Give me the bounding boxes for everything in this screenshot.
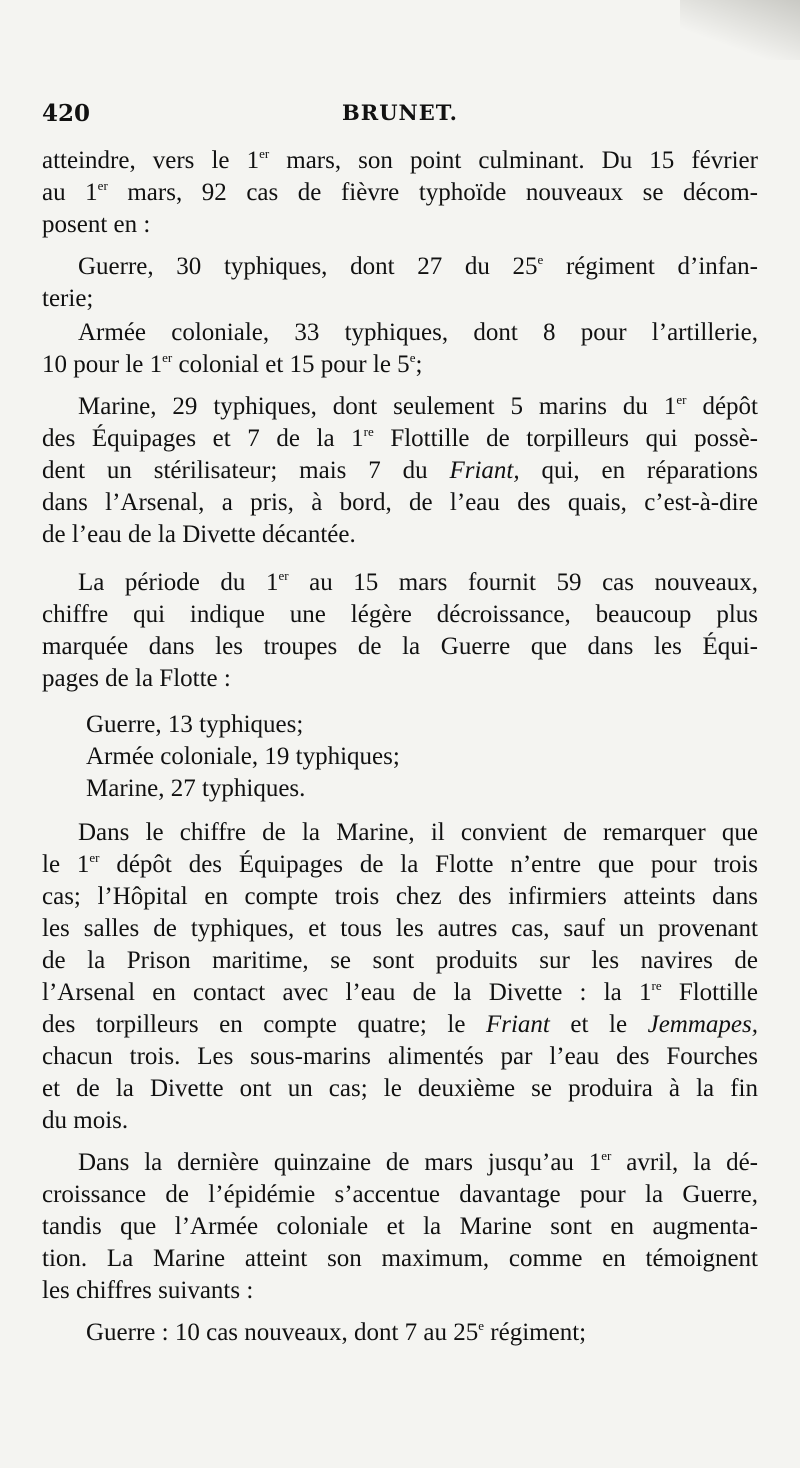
text-line bbox=[42, 1042, 758, 1072]
text-segment: 10 pour le 1 bbox=[42, 351, 163, 378]
text-line bbox=[42, 978, 758, 1008]
text-line bbox=[42, 146, 758, 176]
text-segment: au 1 bbox=[42, 179, 98, 206]
text-segment: chiffre qui indique une légère décroissance, beaucoup plus bbox=[42, 601, 758, 628]
text-segment: terie; bbox=[42, 285, 94, 312]
text-segment: Marine, 29 typhiques, dont seulement 5 marins du 1 bbox=[78, 393, 677, 420]
text-segment: posent en : bbox=[42, 211, 151, 238]
text-line bbox=[42, 882, 758, 912]
text-line bbox=[42, 1244, 758, 1274]
italic-text: Friant, bbox=[449, 457, 520, 484]
text-segment: Dans le chiffre de la Marine, il convient de remarquer que bbox=[78, 819, 758, 846]
text-line bbox=[42, 1106, 758, 1136]
superscript: er bbox=[259, 146, 270, 161]
text-segment: pages de la Flotte : bbox=[42, 665, 231, 692]
text-line bbox=[42, 850, 758, 880]
superscript: re bbox=[363, 424, 374, 439]
text-segment: le 1 bbox=[42, 851, 90, 878]
running-title: BRUNET. bbox=[342, 100, 458, 125]
text-segment: dent un stérilisateur; mais 7 du bbox=[42, 457, 450, 484]
text-segment: La période du 1 bbox=[78, 569, 279, 596]
text-line bbox=[42, 520, 758, 550]
superscript: e bbox=[537, 252, 544, 267]
text-segment: régiment d’infan- bbox=[543, 253, 759, 280]
text-line bbox=[42, 350, 758, 380]
superscript: er bbox=[278, 568, 289, 583]
text-line bbox=[42, 488, 758, 518]
text-segment: de l’eau de la Divette décantée. bbox=[42, 521, 356, 548]
text-line bbox=[42, 946, 758, 976]
text-line bbox=[42, 178, 758, 208]
text-segment: du mois. bbox=[42, 1107, 129, 1134]
superscript: er bbox=[89, 850, 100, 865]
text-segment: avril, la dé- bbox=[611, 1149, 758, 1176]
text-line bbox=[42, 1212, 758, 1242]
page-edge-shading bbox=[680, 0, 800, 60]
text-line bbox=[42, 1010, 758, 1040]
text-segment: chacun trois. Les sous-marins alimentés par l’eau des Fourches bbox=[42, 1043, 758, 1070]
text-segment: colonial et 15 pour le 5 bbox=[172, 351, 410, 378]
text-line bbox=[78, 318, 758, 348]
superscript: er bbox=[601, 1148, 612, 1163]
text-line bbox=[86, 742, 758, 772]
text-segment: les salles de typhiques, et tous les autres cas, sauf un provenant bbox=[42, 915, 758, 942]
text-segment: mars, son point culminant. Du 15 février bbox=[269, 147, 758, 174]
text-line bbox=[42, 1074, 758, 1104]
text-segment: Armée coloniale, 33 typhiques, dont 8 pour l’artillerie, bbox=[78, 319, 758, 346]
text-line bbox=[42, 600, 758, 630]
text-line bbox=[42, 424, 758, 454]
text-segment: Guerre, 30 typhiques, dont 27 du 25 bbox=[78, 253, 538, 280]
text-line bbox=[42, 284, 758, 314]
text-line bbox=[42, 1180, 758, 1210]
text-line bbox=[86, 774, 758, 804]
text-line bbox=[78, 568, 758, 598]
superscript: e bbox=[478, 1318, 485, 1333]
text-segment: Guerre : 10 cas nouveaux, dont 7 au 25 bbox=[86, 1319, 479, 1346]
superscript: er bbox=[676, 392, 687, 407]
text-line bbox=[42, 456, 758, 486]
text-line bbox=[86, 1318, 758, 1348]
text-line bbox=[86, 710, 758, 740]
text-segment: tandis que l’Armée coloniale et la Marine sont en augmenta- bbox=[42, 1213, 758, 1240]
text-line bbox=[78, 1148, 758, 1178]
text-segment: dans l’Arsenal, a pris, à bord, de l’eau des quais, c’est-à-dire bbox=[42, 489, 758, 516]
text-segment: des torpilleurs en compte quatre; le bbox=[42, 1011, 486, 1038]
text-segment: de la Prison maritime, se sont produits sur les navires de bbox=[42, 947, 758, 974]
text-segment: Flottille bbox=[661, 979, 758, 1006]
text-segment: dépôt des Équipages de la Flotte n’entre que pour trois bbox=[99, 851, 759, 878]
text-segment: dépôt bbox=[686, 393, 758, 420]
text-segment: tion. La Marine atteint son maximum, comme en témoignent bbox=[42, 1245, 758, 1272]
text-segment: l’Arsenal en contact avec l’eau de la Divette : la 1 bbox=[42, 979, 652, 1006]
superscript: er bbox=[97, 178, 108, 193]
superscript: er bbox=[162, 350, 173, 365]
page-number: 420 bbox=[42, 100, 91, 127]
superscript: re bbox=[651, 978, 662, 993]
italic-text: Jemmapes, bbox=[647, 1011, 758, 1038]
text-segment: cas; l’Hôpital en compte trois chez des infirmiers atteints dans bbox=[42, 883, 758, 910]
text-line bbox=[42, 210, 758, 240]
italic-text: Friant bbox=[485, 1011, 550, 1038]
superscript: e bbox=[409, 350, 416, 365]
text-segment: croissance de l’épidémie s’accentue davantage pour la Guerre, bbox=[42, 1181, 758, 1208]
text-segment: les chiffres suivants : bbox=[42, 1277, 254, 1304]
text-line bbox=[42, 632, 758, 662]
text-line bbox=[42, 1276, 758, 1306]
page-header bbox=[42, 96, 758, 136]
text-line bbox=[42, 664, 758, 694]
text-segment: Marine, 27 typhiques. bbox=[86, 775, 306, 802]
text-segment: atteindre, vers le 1 bbox=[42, 147, 260, 174]
text-segment: Flottille de torpilleurs qui possè- bbox=[373, 425, 758, 452]
text-segment: des Équipages et 7 de la 1 bbox=[42, 425, 364, 452]
text-line bbox=[42, 914, 758, 944]
text-segment: et le bbox=[549, 1011, 648, 1038]
text-segment: ; bbox=[415, 351, 423, 378]
text-line bbox=[78, 252, 758, 282]
text-segment: au 15 mars fournit 59 cas nouveaux, bbox=[288, 569, 758, 596]
text-segment: Dans la dernière quinzaine de mars jusqu’au 1 bbox=[78, 1149, 602, 1176]
text-segment: et de la Divette ont un cas; le deuxième se produira à la fin bbox=[42, 1075, 758, 1102]
text-segment: Armée coloniale, 19 typhiques; bbox=[86, 743, 400, 770]
text-segment: mars, 92 cas de fièvre typhoïde nouveaux se décom- bbox=[107, 179, 758, 206]
text-segment: qui, en réparations bbox=[519, 457, 758, 484]
text-line bbox=[78, 818, 758, 848]
text-segment: régiment; bbox=[484, 1319, 587, 1346]
text-segment: marquée dans les troupes de la Guerre que dans les Équi- bbox=[42, 633, 758, 660]
text-segment: Guerre, 13 typhiques; bbox=[86, 711, 304, 738]
text-line bbox=[78, 392, 758, 422]
